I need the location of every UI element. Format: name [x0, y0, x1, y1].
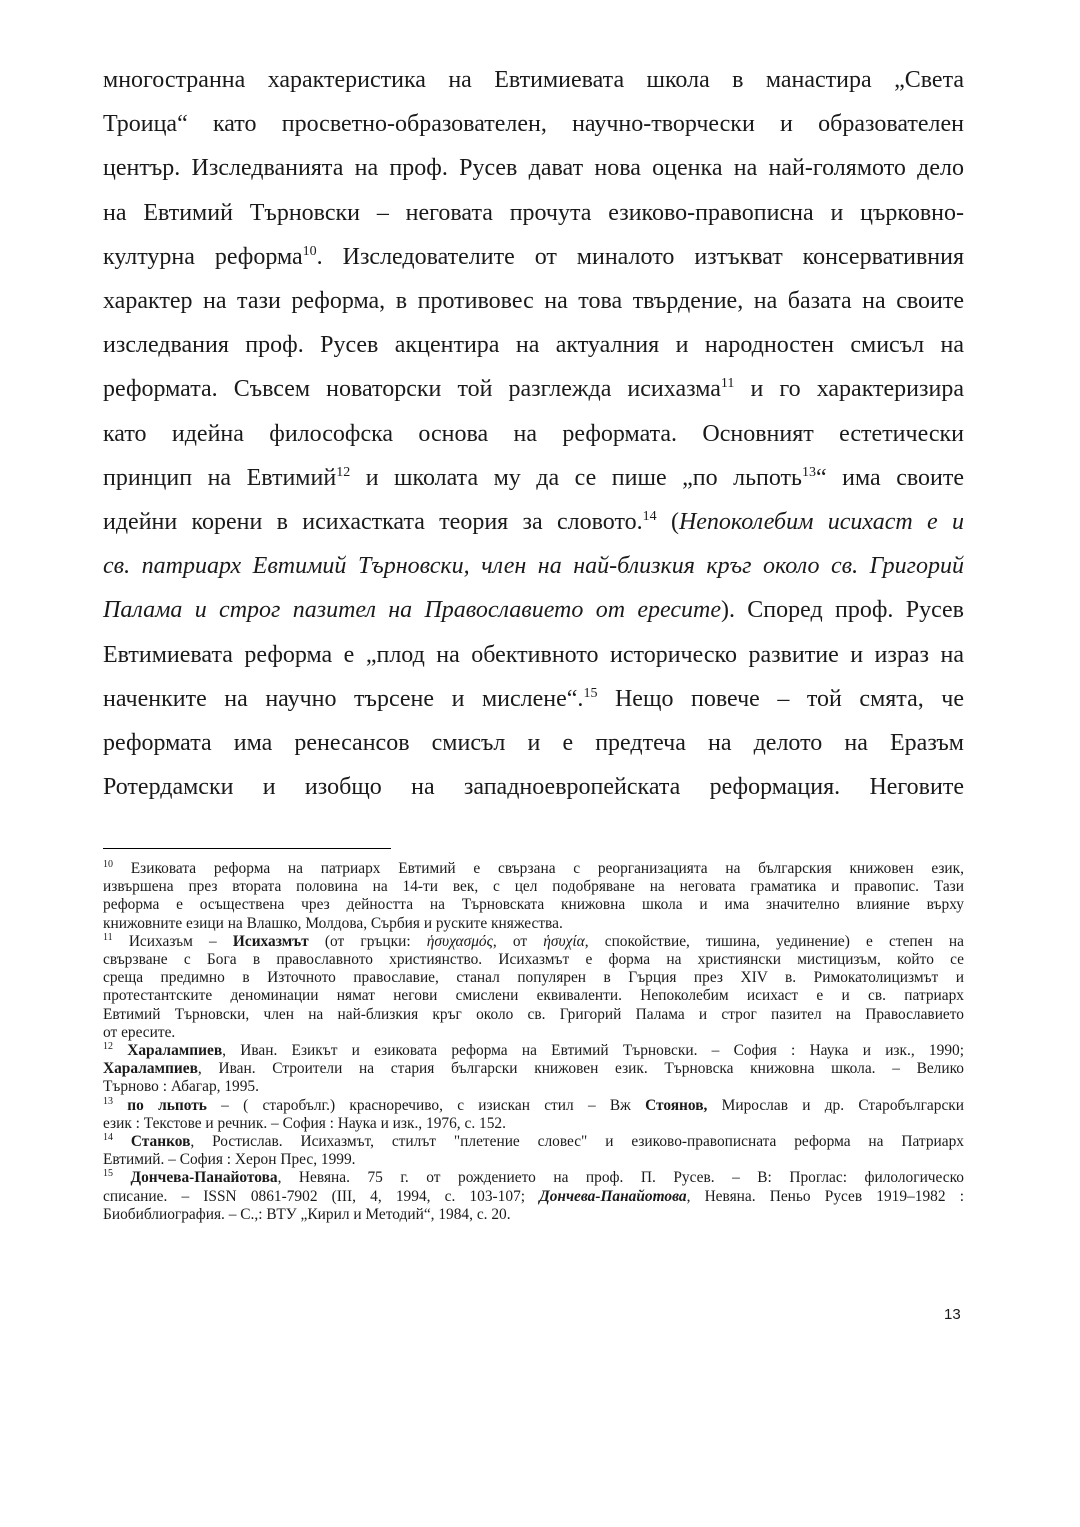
text-line: реформата има ренесансов смисъл и е предтеча на делото на Еразъм: [103, 730, 964, 757]
italic-text: Непоколебим исихаст е и: [678, 509, 964, 536]
footnote-ref: 10: [103, 858, 113, 870]
footnote-ref: 14: [103, 1131, 113, 1143]
footnote-line: Харалампиев, Иван. Строители на стария български книжовен език. Търновска книжовна школа. – Велико: [103, 1060, 964, 1078]
footnote-line: $^{14}$ Станков, Ростислав. Исихазмът, стилът "плетение словес" и езиково-правописната реформа на Патриарх: [103, 1131, 964, 1151]
footnote-line: Търново : Абагар, 1995.: [103, 1078, 259, 1096]
footnote-line: $^{12}$ Харалампиев, Иван. Езикът и езиковата реформа на Евтимий Търновски. – София : Наука и изк., 1990;: [103, 1040, 964, 1060]
italic-text: ἡσυχία: [543, 932, 585, 950]
bold-text: по льпоть: [127, 1096, 207, 1114]
footnote-line: свързване с Бога в православното християнство. Исихазмът е форма на християнски мистицизъм, който се: [103, 951, 964, 969]
italic-text: ἡσυχασμός: [426, 932, 493, 950]
text-line: Евтимиевата реформа е „плод на обективното историческо развитие и израз на: [103, 641, 964, 668]
text-line: на Евтимий Търновски – неговата прочута езиково-правописна и църковно-: [103, 199, 964, 226]
bold-italic-text: Дончева-Панайотова: [539, 1187, 687, 1205]
footnote-line: Биобиблиография. – С.,: ВТУ „Кирил и Методий“, 1984, с. 20.: [103, 1205, 511, 1223]
text-line: като идейна философска основа на реформата. Основният естетически: [103, 420, 964, 447]
bold-text: Дончева-Панайотова: [130, 1169, 278, 1187]
footnotes: [103, 860, 964, 1224]
footnote-line: език : Текстове и речник. – София : Наука и изк., 1976, с. 152.: [103, 1114, 506, 1132]
text-line: Троица“ като просветно-образователен, научно-творчески и образователен: [103, 111, 964, 138]
footnote-line: Евтимий. – София : Херон Прес, 1999.: [103, 1151, 356, 1169]
footnote-line: от ересите.: [103, 1023, 176, 1041]
footnote-line: $^{10}$ Езиковата реформа на патриарх Евтимий е свързана с реорганизацията на българския книжовен език,: [103, 858, 964, 877]
text-line: център. Изследванията на проф. Русев дават нова оценка на най-голямото дело: [103, 155, 964, 182]
footnote-separator: [103, 848, 391, 849]
footnote-line: извършена през втората половина на 14-ти век, с цел подобряване на неговата граматика и правопис. Тази: [103, 878, 964, 896]
footnote-ref: 14: [642, 509, 657, 525]
footnote-ref: 13: [802, 464, 816, 480]
text-line: Ротердамски и изобщо на западноевропейската реформация. Неговите: [103, 774, 964, 801]
footnote-line: протестантските деноминации нямат негови смислени еквиваленти. Непоколебим исихаст е и св. патриарх: [103, 987, 964, 1005]
footnote-ref: 12: [103, 1040, 113, 1052]
footnote-ref: 12: [336, 464, 351, 480]
text-line: изследвания проф. Русев акцентира на актуалния и народностен смисъл на: [103, 332, 964, 359]
footnote-ref: 11: [720, 376, 735, 392]
bold-text: Исихазмът: [232, 932, 309, 950]
text-line: многостранна характеристика на Евтимиевата школа в манастира „Света: [103, 67, 964, 93]
text-line: наченките на научно търсене и мислене“.$^{15}$ Нещо повече – той смята, че: [103, 685, 965, 712]
text-line: културна реформа$^{10}$. Изследователите от миналото изтъкват консервативния: [103, 243, 965, 270]
italic-text: св. патриарх Евтимий Търновски, член на най-близкия кръг около св. Григорий: [103, 553, 964, 580]
text-line: [103, 544, 964, 588]
footnote-ref: 10: [302, 243, 317, 259]
text-line: идейни корени в исихастката теория за словото.$^{14}$ (Непоколебим исихаст е и: [103, 509, 964, 536]
text-line: характер на тази реформа, в противовес на това твърдение, на базата на своите: [103, 288, 964, 315]
text-line: реформата. Съвсем новаторски той разглежда исихазма$^{11}$ и го характеризира: [103, 376, 964, 403]
footnote-line: среща предимно в Източното православие, станал популярен в Гърция през XIV в. Римокатолицизмът и: [103, 969, 964, 987]
text-line: принцип на Евтимий$^{12}$ и школата му да се пише „по льпоть$^{13}$“ има своите: [103, 464, 964, 491]
bold-text: Харалампиев: [127, 1042, 223, 1060]
footnote-line: Евтимий Търновски, член на най-близкия кръг около св. Григорий Палама и строг пазител на Православието: [103, 1005, 964, 1023]
italic-text: Палама и строг пазител на Православието от ересите: [103, 597, 721, 624]
footnote-ref: 13: [103, 1095, 113, 1107]
footnote-line: списание. – ISSN 0861-7902 (III, 4, 1994, с. 103-107; Дончева-Панайотова, Невяна. Пеньо Русев 1919–1982 :: [103, 1187, 964, 1205]
page-number: 13: [944, 1306, 961, 1323]
footnote-line: $^{13}$ по льпоть – ( старобълг.) красноречиво, с изискан стил – Вж Стоянов, Мирослав и др. Старобългарски: [103, 1095, 964, 1114]
bold-text: Харалампиев: [103, 1060, 198, 1078]
bold-text: Стоянов,: [645, 1096, 708, 1114]
footnote-ref: 11: [103, 931, 113, 943]
footnote-ref: 15: [583, 685, 598, 701]
footnote-line: книжовните езици на Влашко, Молдова, Сърбия и руските княжества.: [103, 914, 563, 932]
footnote-ref: 15: [103, 1168, 113, 1180]
body-text: [103, 58, 964, 809]
footnote-line: $^{11}$ Исихазъм – Исихазмът (от гръцки: ἡσυχασμός, от ἡσυχία, спокойствие, тишина, уединение) е степен на: [103, 931, 964, 950]
text-line: Палама и строг пазител на Православието от ересите). Според проф. Русев: [103, 597, 964, 624]
footnote-line: $^{15}$ Дончева-Панайотова, Невяна. 75 г. от рождението на проф. П. Русев. – В: Проглас: филологическо: [103, 1168, 964, 1187]
footnote-line: реформа е осъществена чрез дейността на Търновската книжовна школа и има значително влияние върху: [103, 896, 964, 914]
bold-text: Станков: [130, 1133, 191, 1151]
